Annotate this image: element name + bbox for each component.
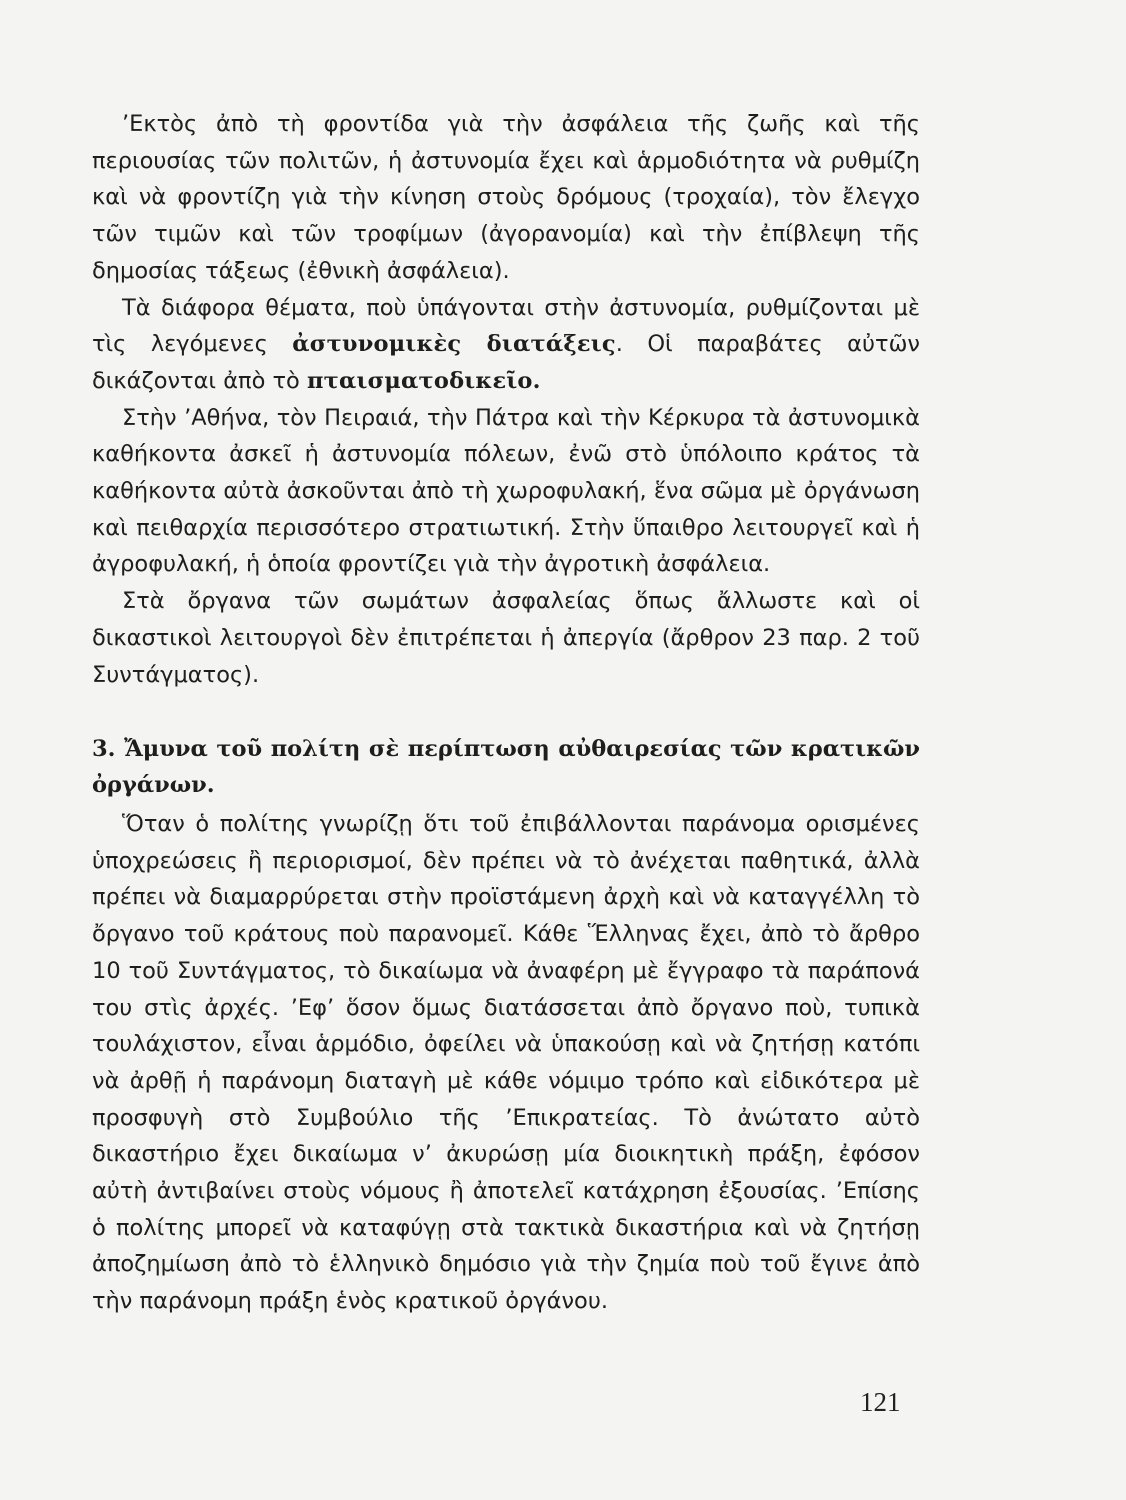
paragraph-text: Τὰ διάφορα θέματα, ποὺ ὑπάγονται στὴν ἀστυνομία, ρυθμίζονται μὲ τὶς λεγόμενες [92, 294, 920, 358]
paragraph-police-regulations [92, 290, 920, 400]
paragraph-strike-prohibition: Στὰ ὄργανα τῶν σωμάτων ἀσφαλείας ὅπως ἄλλωστε καὶ οἱ δικαστικοὶ λειτουργοὶ δὲν ἐπιτρέπεται ἡ ἀπεργία (ἄρθρον 23 παρ. 2 τοῦ Συντάγματος). [92, 588, 920, 688]
paragraph-police-forces: Στὴν ’Αθήνα, τὸν Πειραιά, τὴν Πάτρα καὶ τὴν Κέρκυρα τὰ ἀστυνομικὰ καθήκοντα ἀσκεῖ ἡ ἀστυνομία πόλεων, ἐνῶ στὸ ὑπόλοιπο κράτος τὰ καθήκοντα αὐτὰ ἀσκοῦνται ἀπὸ τὴ χωροφυλακή, ἕνα σῶμα μὲ ὀργάνωση καὶ πειθαρχία περισσότερο στρατιωτική. Στὴν ὕπαιθρο λειτουργεῖ καὶ ἡ ἀγροφυλακή, ἡ ὁποία φροντίζει γιὰ τὴν ἀγροτικὴ ἀσφάλεια. [92, 404, 920, 578]
page-number: 121 [860, 1387, 901, 1417]
paragraph-citizen-defense: Ὅταν ὁ πολίτης γνωρίζῃ ὅτι τοῦ ἐπιβάλλονται παράνομα ορισμένες ὑποχρεώσεις ἢ περιορισμοί, δὲν πρέπει νὰ τὸ ἀνέχεται παθητικά, ἀλλὰ πρέπει νὰ διαμαρρύρεται στὴν προϊστάμενη ἀρχὴ καὶ νὰ καταγγέλλη τὸ ὄργανο τοῦ κράτους ποὺ παρανομεῖ. Κάθε Ἕλληνας ἔχει, ἀπὸ τὸ ἄρθρο 10 τοῦ Συντάγματος, τὸ δικαίωμα νὰ ἀναφέρη μὲ ἔγγραφο τὰ παράπονά του στὶς ἀρχές. ’Εφ’ ὅσον ὅμως διατάσσεται ἀπὸ ὄργανο ποὺ, τυπικὰ τουλάχιστον, εἶναι ἁρμόδιο, ὀφείλει νὰ ὑπακούσῃ καὶ νὰ ζητήσῃ κατόπι νὰ ἀρθῇ ἡ παράνομη διαταγὴ μὲ κάθε νόμιμο τρόπο καὶ εἰδικότερα μὲ προσφυγὴ στὸ Συμβούλιο τῆς ’Επικρατείας. Τὸ ἀνώτατο αὐτὸ δικαστήριο ἔχει δικαίωμα ν’ ἀκυρώσῃ μία διοικητικὴ πράξη, ἐφόσον αὐτὴ ἀντιβαίνει στοὺς νόμους ἢ ἀποτελεῖ κατάχρηση ἐξουσίας. ’Επίσης ὁ πολίτης μπορεῖ νὰ καταφύγῃ στὰ τακτικὰ δικαστήρια καὶ νὰ ζητήσῃ ἀποζημίωση ἀπὸ τὸ ἑλληνικὸ δημόσιο γιὰ τὴν ζημία ποὺ τοῦ ἔγινε ἀπὸ τὴν παράνομη πράξη ἑνὸς κρατικοῦ ὀργάνου. [92, 811, 920, 1315]
section-heading: 3. Ἄμυνα τοῦ πολίτη σὲ περίπτωση αὐθαιρεσίας τῶν κρατικῶν ὀργάνων. [92, 736, 920, 798]
paragraph-police-duties: ’Εκτὸς ἀπὸ τὴ φροντίδα γιὰ τὴν ἀσφάλεια τῆς ζωῆς καὶ τῆς περιουσίας τῶν πολιτῶν, ἡ ἀστυνομία ἔχει καὶ ἁρμοδιότητα νὰ ρυθμίζη καὶ νὰ φροντίζη γιὰ τὴν κίνηση στοὺς δρόμους (τροχαία), τὸν ἔλεγχο τῶν τιμῶν καὶ τῶν τροφίμων (ἀγορανομία) καὶ τὴν ἐπίβλεψη τῆς δημοσίας τάξεως (ἐθνικὴ ἀσφάλεια). [92, 111, 920, 284]
paragraph-text: . Οἱ παραβάτες αὐτῶν δικάζονται ἀπὸ τὸ [92, 331, 920, 394]
term-misdemeanor-court: πταισματοδικεῖο. [306, 367, 541, 394]
section-intro-text [92, 106, 920, 693]
term-police-regulations: ἀστυνομικὲς διατάξεις [292, 331, 616, 358]
section-3-text [92, 806, 920, 1320]
